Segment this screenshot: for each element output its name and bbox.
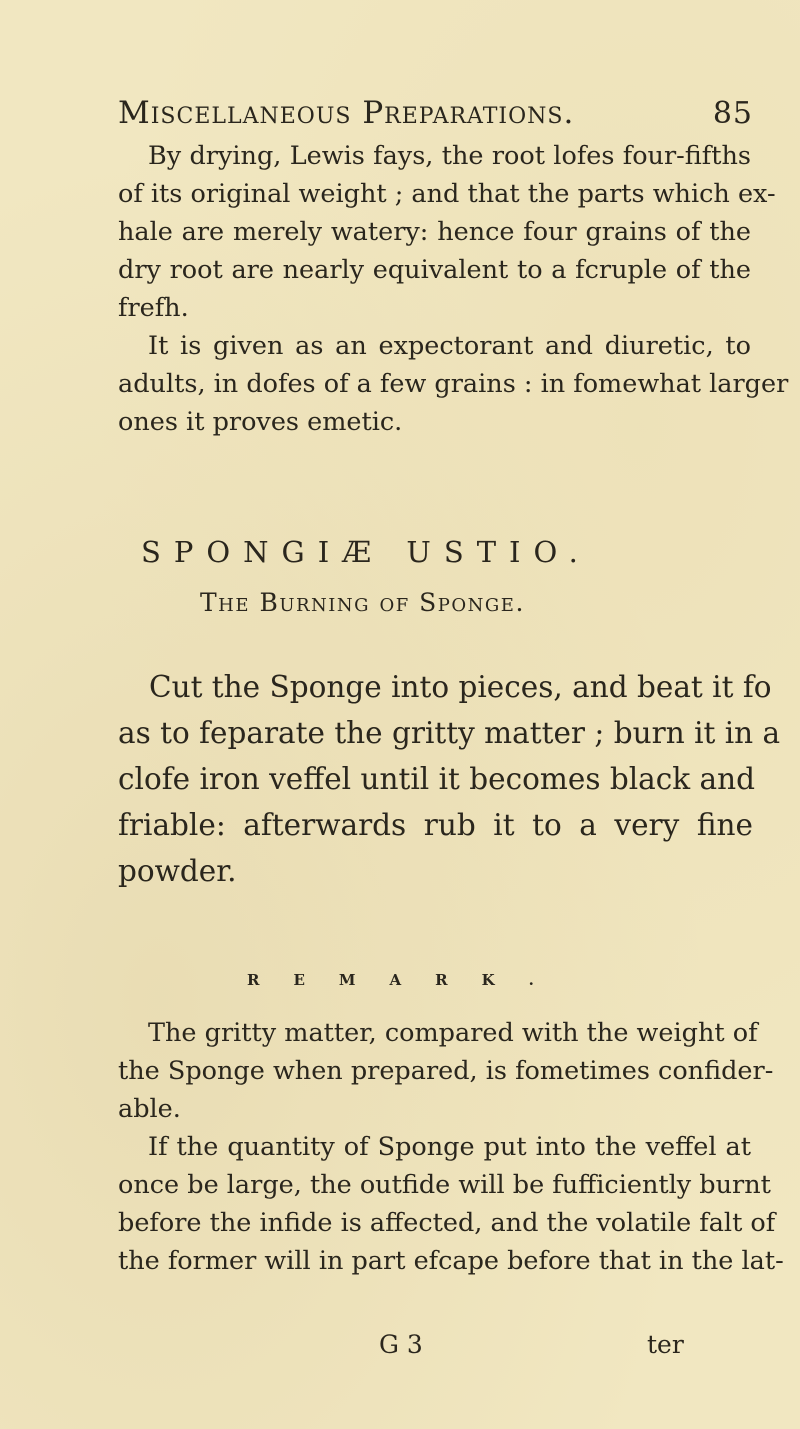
paragraph-line: clofe iron veffel until it becomes black and [118, 762, 755, 796]
paragraph-line: friable: afterwards rub it to a very fine [118, 808, 753, 842]
paragraph-line: the Sponge when prepared, is fometimes confider- [118, 1056, 774, 1086]
paragraph-line: Cut the Sponge into pieces, and beat it fo [149, 670, 772, 704]
paragraph-line: By drying, Lewis fays, the root lofes four-fifths [148, 141, 751, 171]
paragraph-line: of its original weight ; and that the parts which ex- [118, 179, 776, 209]
paragraph-line: adults, in dofes of a few grains : in fomewhat larger [118, 369, 789, 399]
paragraph-line: able. [118, 1094, 181, 1124]
remark-heading [247, 971, 567, 989]
paragraph-line: powder. [118, 854, 237, 888]
page-number: 85 [712, 96, 753, 131]
paragraph-line: once be large, the outfide will be fufficiently burnt [118, 1170, 771, 1200]
paragraph-line: hale are merely watery: hence four grains of the [118, 217, 751, 247]
header-title: Miscellaneous Preparations. [118, 95, 575, 131]
catchword: ter [647, 1330, 684, 1359]
paragraph-line: If the quantity of Sponge put into the veffel at [148, 1132, 751, 1162]
section-subtitle: The Burning of Sponge. [200, 588, 525, 617]
paragraph-line: frefh. [118, 293, 189, 323]
signature-mark: G 3 [379, 1330, 423, 1359]
remark-heading-text: REMARK. [247, 971, 568, 989]
section-title: SPONGIÆ USTIO. [141, 535, 591, 569]
running-header [118, 95, 753, 131]
paragraph-line: The gritty matter, compared with the weight of [148, 1018, 758, 1048]
paragraph-line: as to feparate the gritty matter ; burn it in a [118, 716, 781, 750]
paragraph-line: It is given as an expectorant and diuretic, to [148, 331, 751, 361]
paragraph-line: the former will in part efcape before that in the lat- [118, 1246, 784, 1276]
paragraph-line: before the infide is affected, and the volatile falt of [118, 1208, 776, 1238]
paragraph-line: dry root are nearly equivalent to a fcruple of the [118, 255, 751, 285]
paragraph-line: ones it proves emetic. [118, 407, 403, 437]
